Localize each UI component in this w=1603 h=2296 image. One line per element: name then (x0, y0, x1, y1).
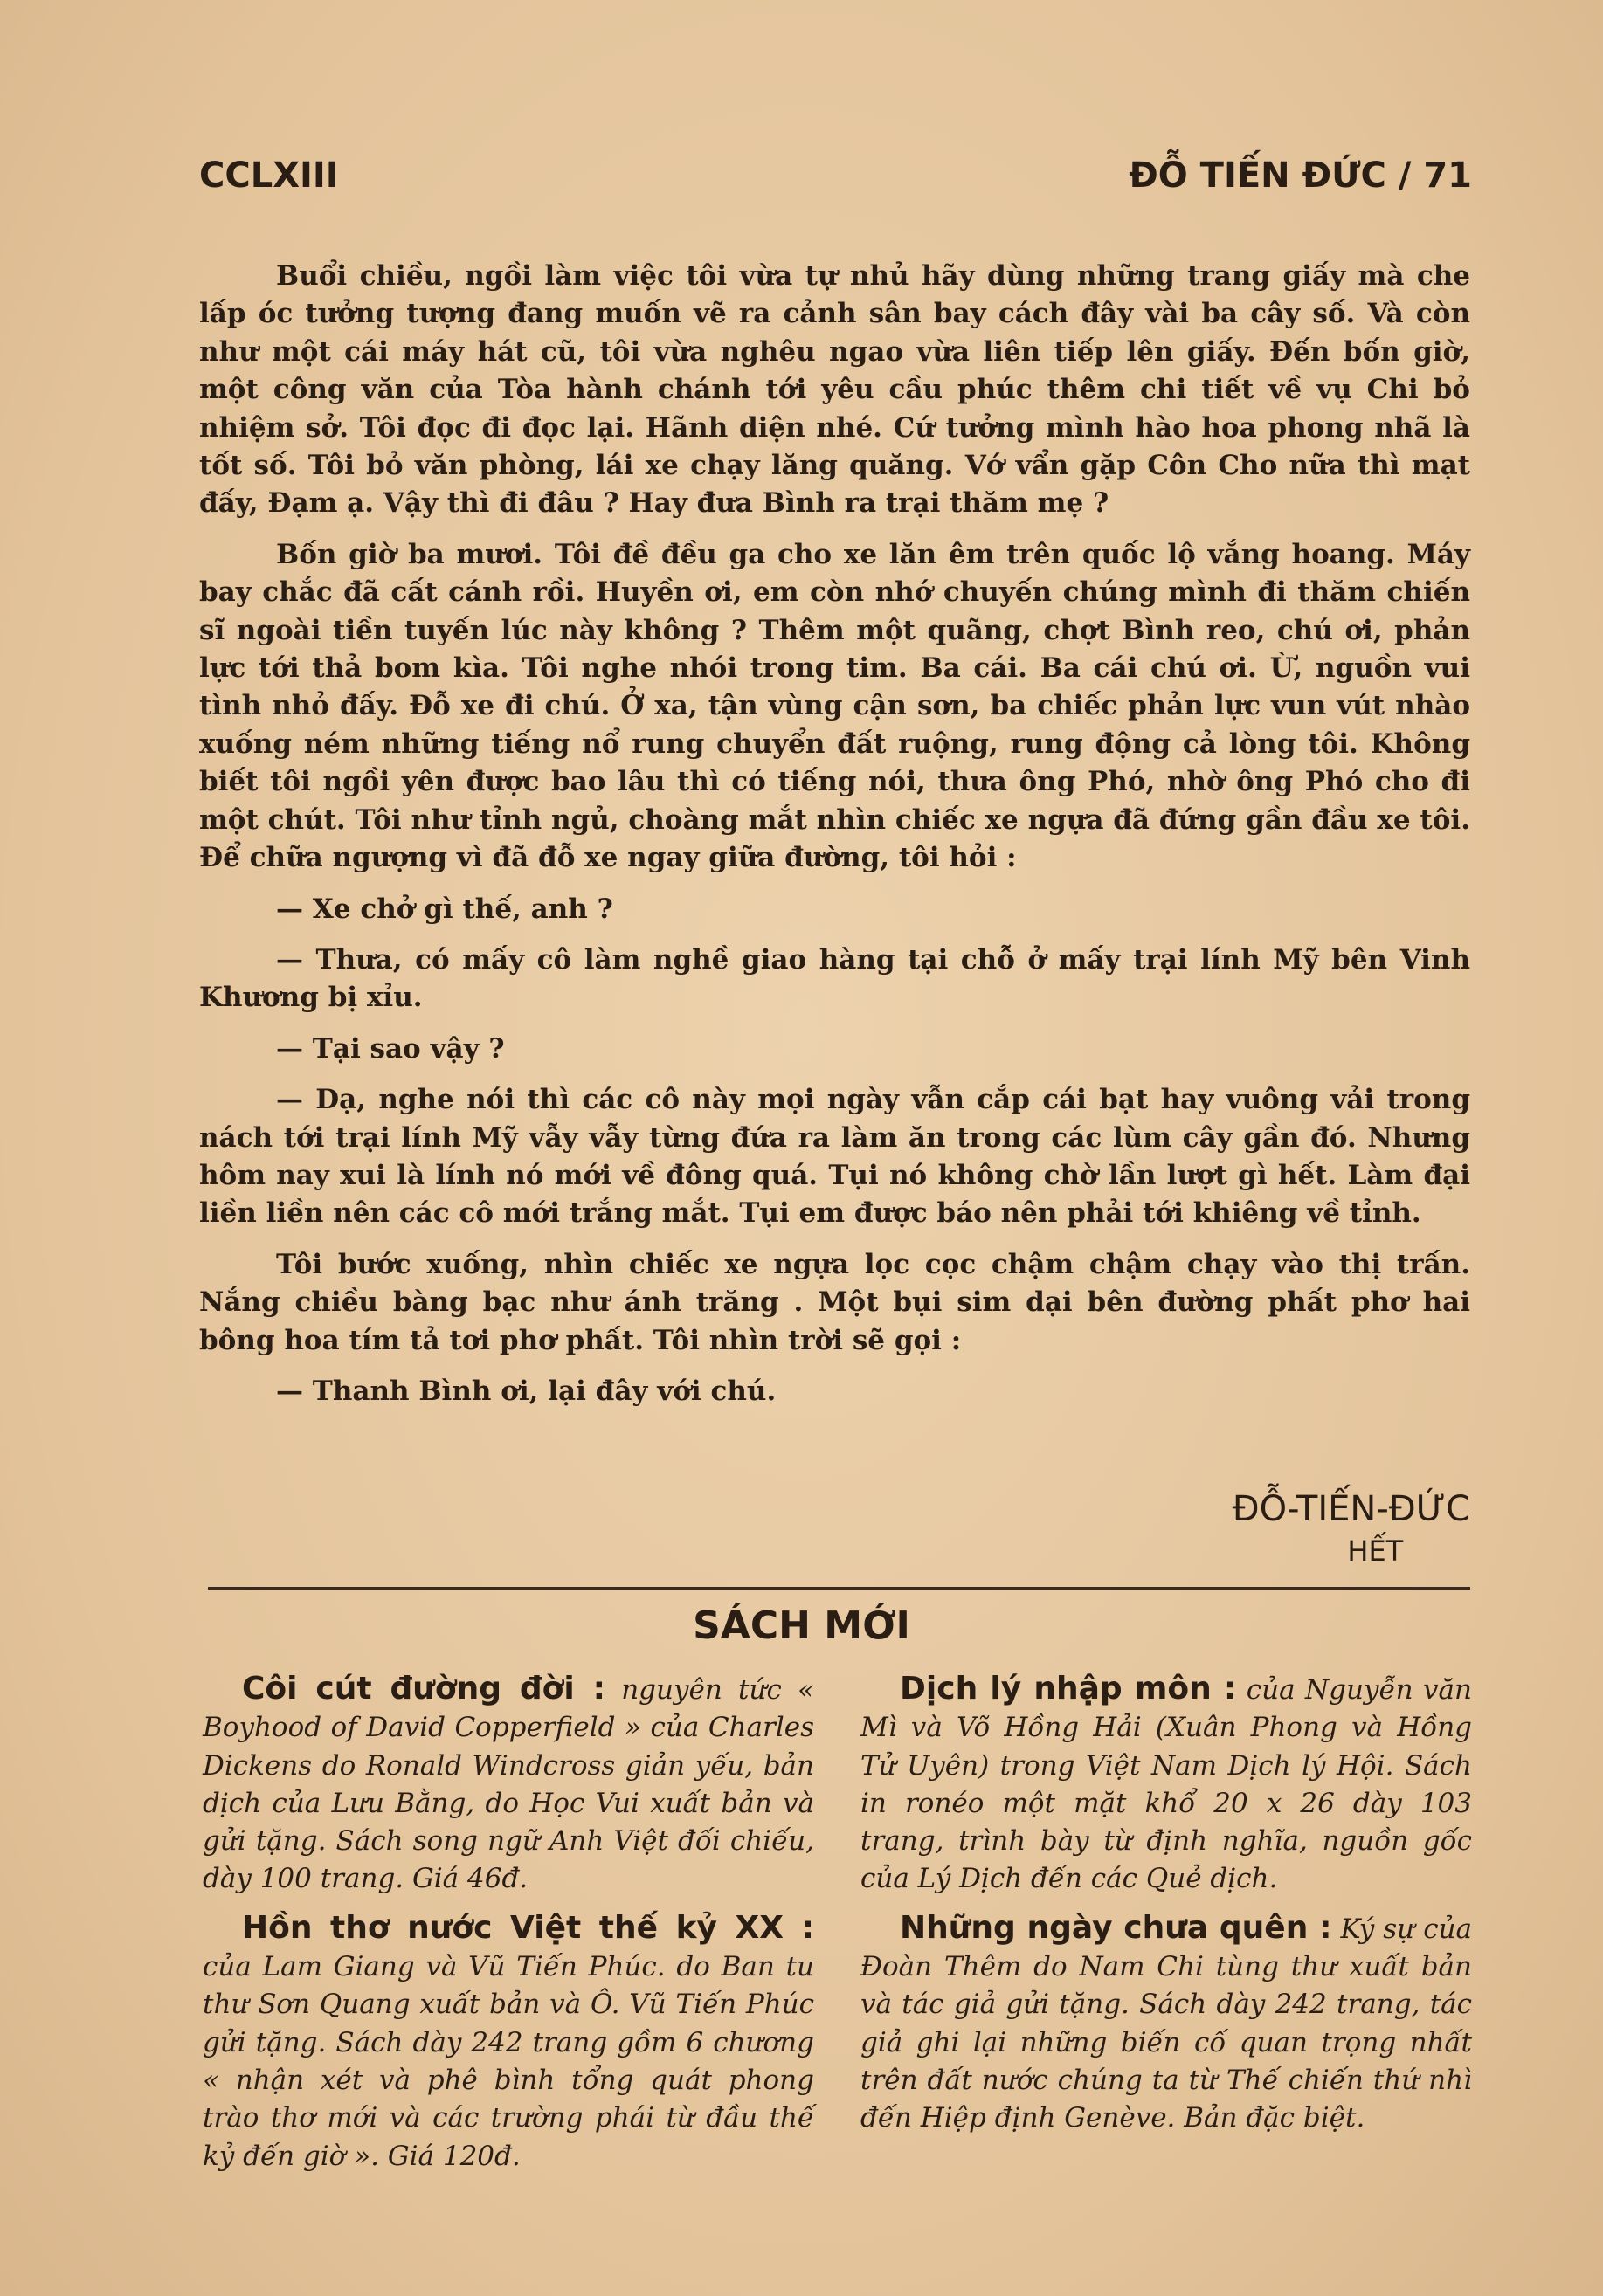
running-header (199, 155, 1472, 208)
author-signature (1233, 1489, 1470, 1568)
book-title: Dịch lý nhập môn : (900, 1671, 1237, 1706)
new-books-heading: SÁCH MỚI (693, 1603, 910, 1648)
book-description: Ký sự của Đoàn Thêm do Nam Chi tùng thư xuất bản và tác giả gửi tặng. Sách dày 242 trang, tác giả ghi lại những biến cố quan trọng nhất trên đất nước chúng ta từ Thế chiến thứ nhì đến Hiệp định Genève. Bản đặc biệt. (860, 1913, 1473, 2134)
new-books-right-column (860, 1670, 1472, 2148)
book-description: của Nguyễn văn Mì và Võ Hồng Hải (Xuân Phong và Hồng Tử Uyên) trong Việt Nam Dịch lý Hội. Sách in ronéo một mặt khổ 20 x 26 dày 103 trang, trình bày từ định nghĩa, nguồn gốc của Lý Dịch đến các Quẻ dịch. (860, 1674, 1472, 1895)
section-number: CCLXIII (199, 155, 339, 196)
book-title: Những ngày chưa quên : (900, 1909, 1332, 1946)
book-description: của Lam Giang và Vũ Tiến Phúc. do Ban tu thư Sơn Quang xuất bản và Ô. Vũ Tiến Phúc gửi tặng. Sách dày 242 trang gồm 6 chương « nhận xét và phê bình tổng quát phong trào thơ mới và các trường phái từ đầu thế kỷ đến giờ ». Giá 120đ. (203, 1951, 814, 2172)
author-name: ĐỖ-TIẾN-ĐỨC (1232, 1489, 1470, 1529)
dialogue-line: — Dạ, nghe nói thì các cô này mọi ngày vẫn cắp cái bạt hay vuông vải trong nách tới trại lính Mỹ vẫy vẫy từng đứa ra làm ăn trong các lùm cây gần đó. Nhưng hôm nay xui là lính nó mới về đông quá. Tụi nó không chờ lần lượt gì hết. Làm đại liền liền nên các cô mới trắng mắt. Tụi em được báo nên phải tới khiêng về tỉnh. (199, 1084, 1470, 1230)
paragraph: Bốn giờ ba mươi. Tôi đề đều ga cho xe lăn êm trên quốc lộ vắng hoang. Máy bay chắc đã cất cánh rồi. Huyền ơi, em còn nhớ chuyến chúng mình đi thăm chiến sĩ ngoài tiền tuyến lúc này không ? Thêm một quãng, chợt Bình reo, chú ơi, phản lực tới thả bom kìa. Tôi nghe nhói trong tim. Ba cái. Ba cái chú ơi. Ừ, nguồn vui tình nhỏ đấy. Đỗ xe đi chú. Ở xa, tận vùng cận sơn, ba chiếc phản lực vun vút nhào xuống ném những tiếng nổ rung chuyển đất ruộng, rung động cả lòng tôi. Không biết tôi ngồi yên được bao lâu thì có tiếng nói, thưa ông Phó, nhờ ông Phó cho đi một chút. Tôi như tỉnh ngủ, choàng mắt nhìn chiếc xe ngựa đã đứng gần đầu xe tôi. Để chữa ngượng vì đã đỗ xe ngay giữa đường, tôi hỏi : (199, 538, 1470, 874)
book-title: Hồn thơ nước Việt thế kỷ XX : (242, 1909, 814, 1946)
end-mark: HẾT (1347, 1534, 1404, 1568)
author-page-number: ĐỖ TIẾN ĐỨC / 71 (1129, 155, 1472, 196)
book-entry (203, 1670, 814, 1899)
paragraph: Buổi chiều, ngồi làm việc tôi vừa tự nhủ hãy dùng những trang giấy mà che lấp óc tưởng tượng đang muốn vẽ ra cảnh sân bay cách đây vài ba cây số. Và còn như một cái máy hát cũ, tôi vừa nghêu ngao vừa liên tiếp lên giấy. Đến bốn giờ, một công văn của Tòa hành chánh tới yêu cầu phúc thêm chi tiết về vụ Chi bỏ nhiệm sở. Tôi đọc đi đọc lại. Hãnh diện nhé. Cứ tưởng mình hào hoa phong nhã là tốt số. Tôi bỏ văn phòng, lái xe chạy lăng quăng. Vớ vẩn gặp Côn Cho nữa thì mạt đấy, Đạm ạ. Vậy thì đi đâu ? Hay đưa Bình ra trại thăm mẹ ? (199, 260, 1470, 520)
section-divider (208, 1587, 1470, 1590)
dialogue-line: — Thưa, có mấy cô làm nghề giao hàng tại chỗ ở mấy trại lính Mỹ bên Vinh Khương bị xỉu. (199, 943, 1470, 1014)
dialogue-line: — Thanh Bình ơi, lại đây với chú. (276, 1375, 777, 1407)
book-entry (860, 1670, 1472, 1899)
story-body (199, 258, 1470, 1424)
paragraph: Tôi bước xuống, nhìn chiếc xe ngựa lọc cọc chậm chậm chạy vào thị trấn. Nắng chiều bàng bạc như ánh trăng . Một bụi sim dại bên đường phất phơ hai bông hoa tím tả tơi phơ phất. Tôi nhìn trời sẽ gọi : (199, 1248, 1470, 1356)
book-entry (860, 1909, 1472, 2138)
dialogue-line: — Tại sao vậy ? (276, 1032, 505, 1065)
book-title: Côi cút đường đời : (242, 1671, 605, 1706)
book-description: nguyên tức « Boyhood of David Copperfield » của Charles Dickens do Ronald Windcross giản yếu, bản dịch của Lưu Bằng, do Học Vui xuất bản và gửi tặng. Sách song ngữ Anh Việt đối chiếu, dày 100 trang. Giá 46đ. (203, 1674, 814, 1895)
new-books-left-column (203, 1670, 814, 2186)
book-entry (203, 1909, 814, 2175)
dialogue-line: — Xe chở gì thế, anh ? (276, 893, 613, 925)
